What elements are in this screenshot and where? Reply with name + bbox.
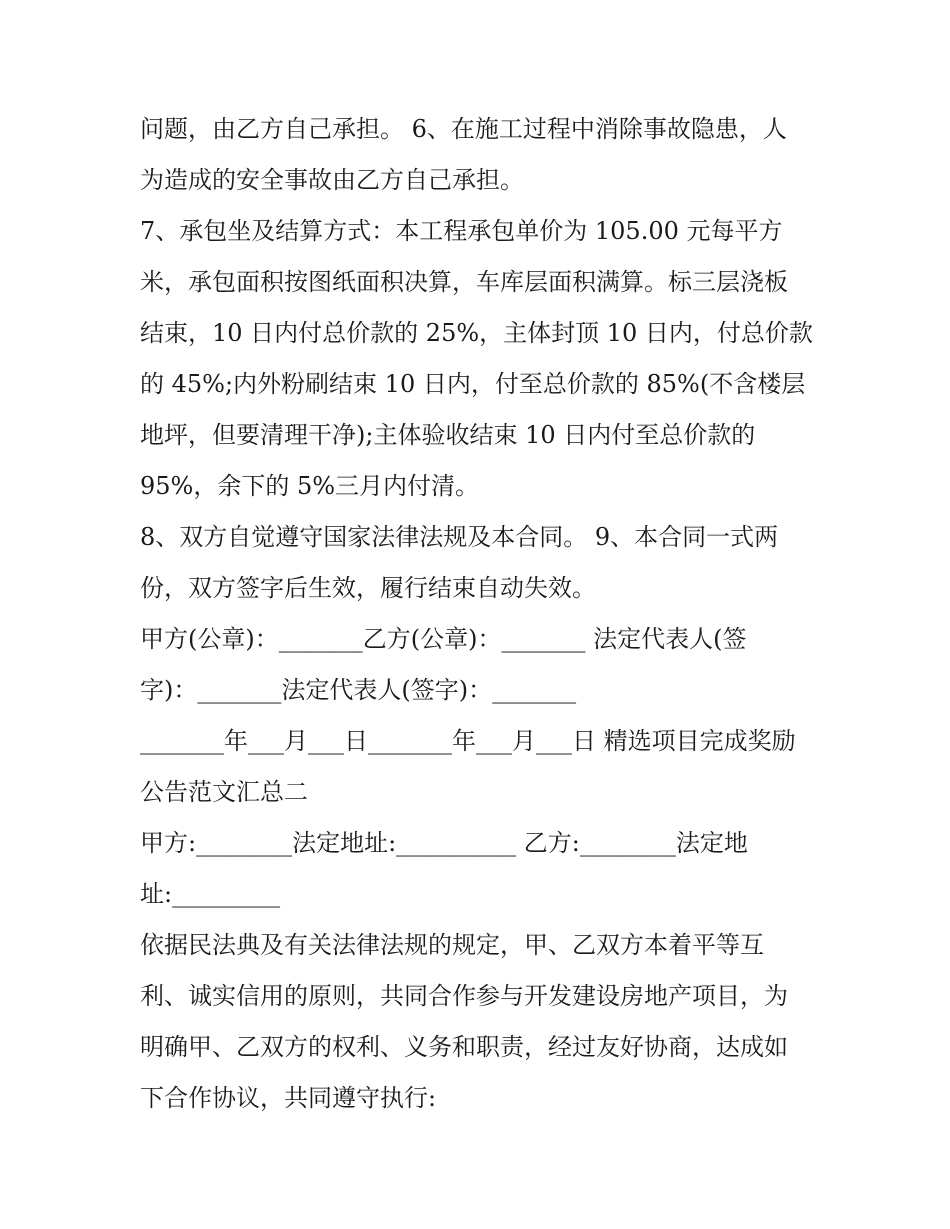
text-line: 下合作协议，共同遵守执行: (140, 1084, 437, 1112)
text-line: 95%，余下的 5%三月内付清。 (140, 472, 480, 500)
text-line: 明确甲、乙双方的权利、义务和职责，经过友好协商，达成如 (140, 1033, 788, 1061)
section-title: 公告范文汇总二 (140, 778, 308, 806)
text-line: 地坪，但要清理干净);主体验收结束 10 日内付至总价款的 (140, 421, 756, 449)
party-line: 址:_________ (140, 880, 281, 908)
text-line: 结束，10 日内付总价款的 25%，主体封顶 10 日内，付总价款 (140, 319, 813, 347)
text-line: 米，承包面积按图纸面积决算，车库层面积满算。标三层浇板 (140, 268, 788, 296)
text-line: 8、双方自觉遵守国家法律法规及本合同。 9、本合同一式两 (140, 523, 779, 551)
text-line: 份，双方签字后生效，履行结束自动失效。 (140, 574, 596, 602)
text-line: 的 45%;内外粉刷结束 10 日内，付至总价款的 85%(不含楼层 (140, 370, 806, 398)
document-body (140, 104, 820, 1124)
party-line: 甲方:________法定地址:__________ 乙方:________法定地 (140, 829, 748, 857)
text-line: 利、诚实信用的原则，共同合作参与开发建设房地产项目，为 (140, 982, 788, 1010)
text-line: 依据民法典及有关法律法规的规定，甲、乙双方本着平等互 (140, 931, 764, 959)
signature-line: 字)：_______法定代表人(签字)：_______ (140, 676, 577, 704)
signature-line: 甲方(公章)：_______乙方(公章)：_______ 法定代表人(签 (140, 625, 747, 653)
date-line: _______年___月___日_______年___月___日 精选项目完成奖励 (140, 727, 796, 755)
text-line: 7、承包坐及结算方式：本工程承包单价为 105.00 元每平方 (140, 217, 783, 245)
text-line: 问题，由乙方自己承担。 6、在施工过程中消除事故隐患，人 (140, 115, 787, 143)
text-line: 为造成的安全事故由乙方自己承担。 (140, 166, 524, 194)
